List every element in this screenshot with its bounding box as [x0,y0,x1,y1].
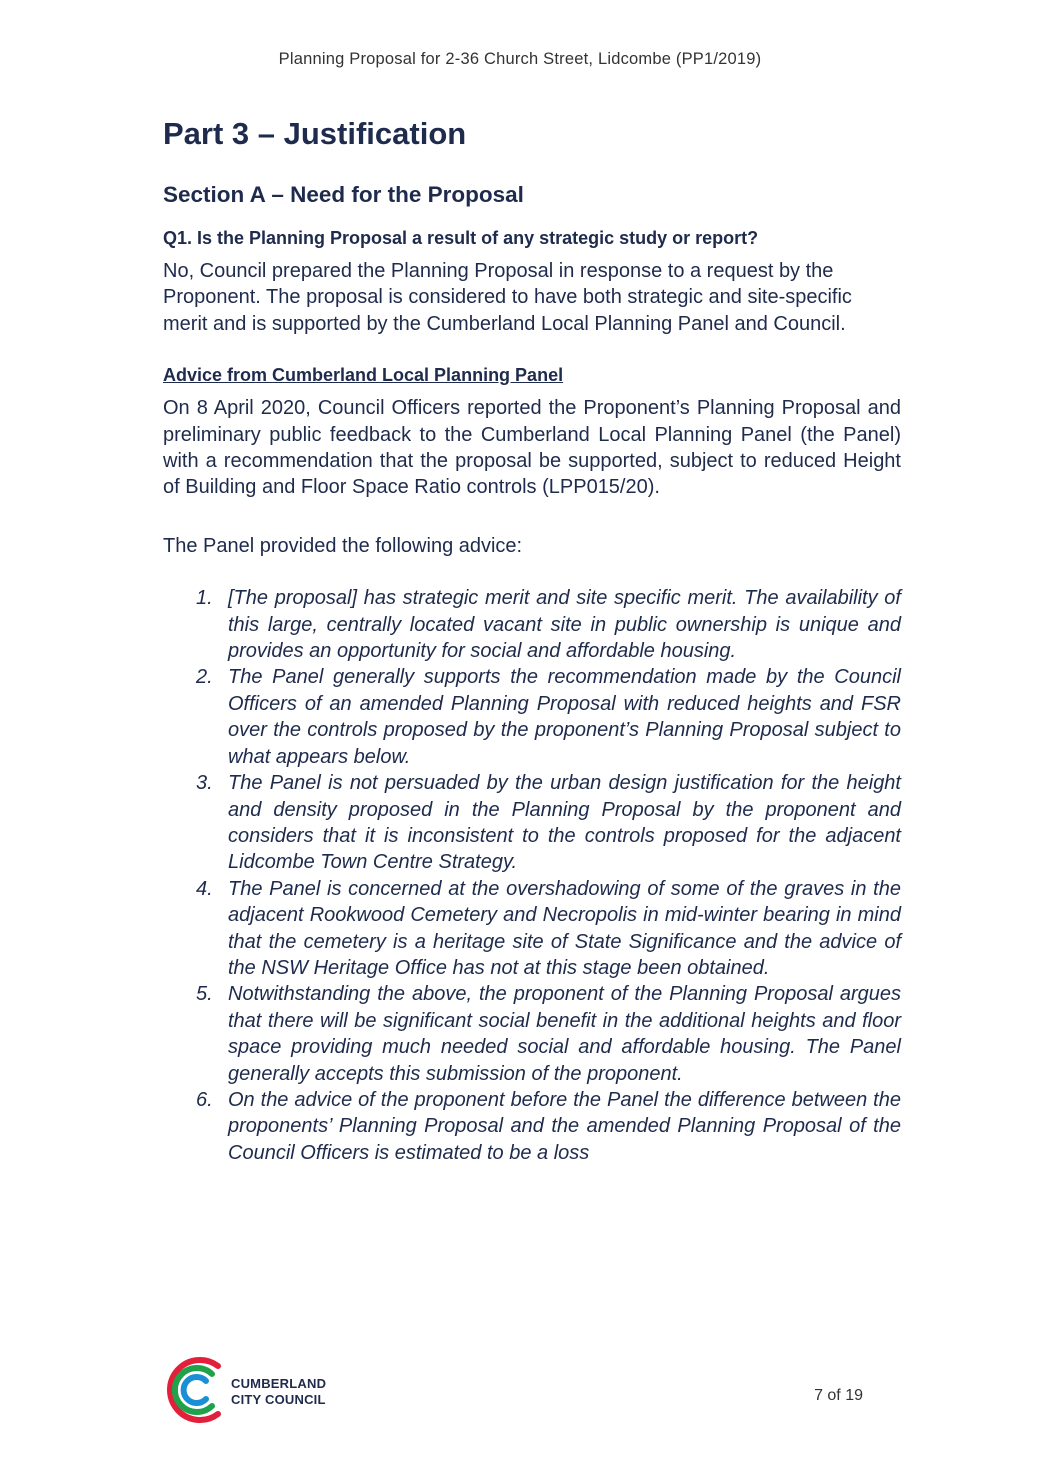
list-item-number: 4. [196,877,213,900]
advice-intro-paragraph: On 8 April 2020, Council Officers reported the Proponent’s Planning Proposal and preliminary public feedback to the Cumberland Local Planning Panel (the Panel) with a recommendation that the proposal be supported, subject to reduced Height of Building and Floor Space Ratio controls (LPP015/20). [163,397,901,499]
list-item-number: 5. [196,983,213,1006]
advice-lead: The Panel provided the following advice: [163,534,523,557]
list-item [163,770,901,876]
page-number: 7 of 19 [814,1387,863,1404]
advice-heading: Advice from Cumberland Local Planning Panel [163,365,564,386]
answer-paragraph: No, Council prepared the Planning Proposal in response to a request by the Proponent. The proposal is considered to have both strategic and site-specific merit and is supported by the Cumberland Local Planning Panel and Council. [163,260,852,335]
question-heading: Q1. Is the Planning Proposal a result of any strategic study or report? [163,228,759,248]
logo-text-line2: CITY COUNCIL [231,1392,326,1407]
list-item-text: The Panel is not persuaded by the urban design justification for the height and density proposed in the Planning Proposal by the proponent and considers that it is inconsistent to the controls proposed for the adjacent Lidcombe Town Centre Strategy. [228,772,901,874]
page-content [163,112,901,1166]
logo-text [231,1376,326,1408]
list-item-text: On the advice of the proponent before the Panel the difference between the proponents’ Planning Proposal and the amended Planning Proposal of the Council Officers is estimated to be a loss [228,1088,901,1164]
section-title: Section A – Need for the Proposal [163,182,524,207]
list-item-text: Notwithstanding the above, the proponent of the Planning Proposal argues that there will be significant social benefit in the additional heights and floor space providing much needed social and affordable housing. The Panel generally accepts this submission of the proponent. [228,983,901,1085]
list-item-text: The Panel is concerned at the overshadowing of some of the graves in the adjacent Rookwood Cemetery and Necropolis in mid-winter bearing in mind that the cemetery is a heritage site of State Significance and the advice of the NSW Heritage Office has not at this stage been obtained. [228,877,901,979]
list-item [163,585,901,664]
list-item-number: 3. [196,772,213,795]
list-item-number: 1. [196,587,213,610]
logo-text-line1: CUMBERLAND [231,1376,327,1391]
list-item [163,664,901,770]
council-logo [163,1354,333,1426]
list-item-text: [The proposal] has strategic merit and site specific merit. The availability of this large, centrally located vacant site in public ownership is unique and provides an opportunity for social and affordable housing. [228,587,901,663]
list-item [163,1087,901,1166]
list-item [163,981,901,1087]
part-title: Part 3 – Justification [163,116,467,151]
advice-list [163,585,901,1166]
list-item [163,876,901,982]
list-item-number: 2. [196,666,213,689]
list-item-number: 6. [196,1088,213,1111]
list-item-text: The Panel generally supports the recommendation made by the Council Officers of an amended Planning Proposal with reduced heights and FSR over the controls proposed by the proponent’s Planning Proposal subject to what appears below. [228,666,901,768]
council-logo-icon [163,1354,227,1426]
document-header: Planning Proposal for 2-36 Church Street, Lidcombe (PP1/2019) [278,50,762,68]
